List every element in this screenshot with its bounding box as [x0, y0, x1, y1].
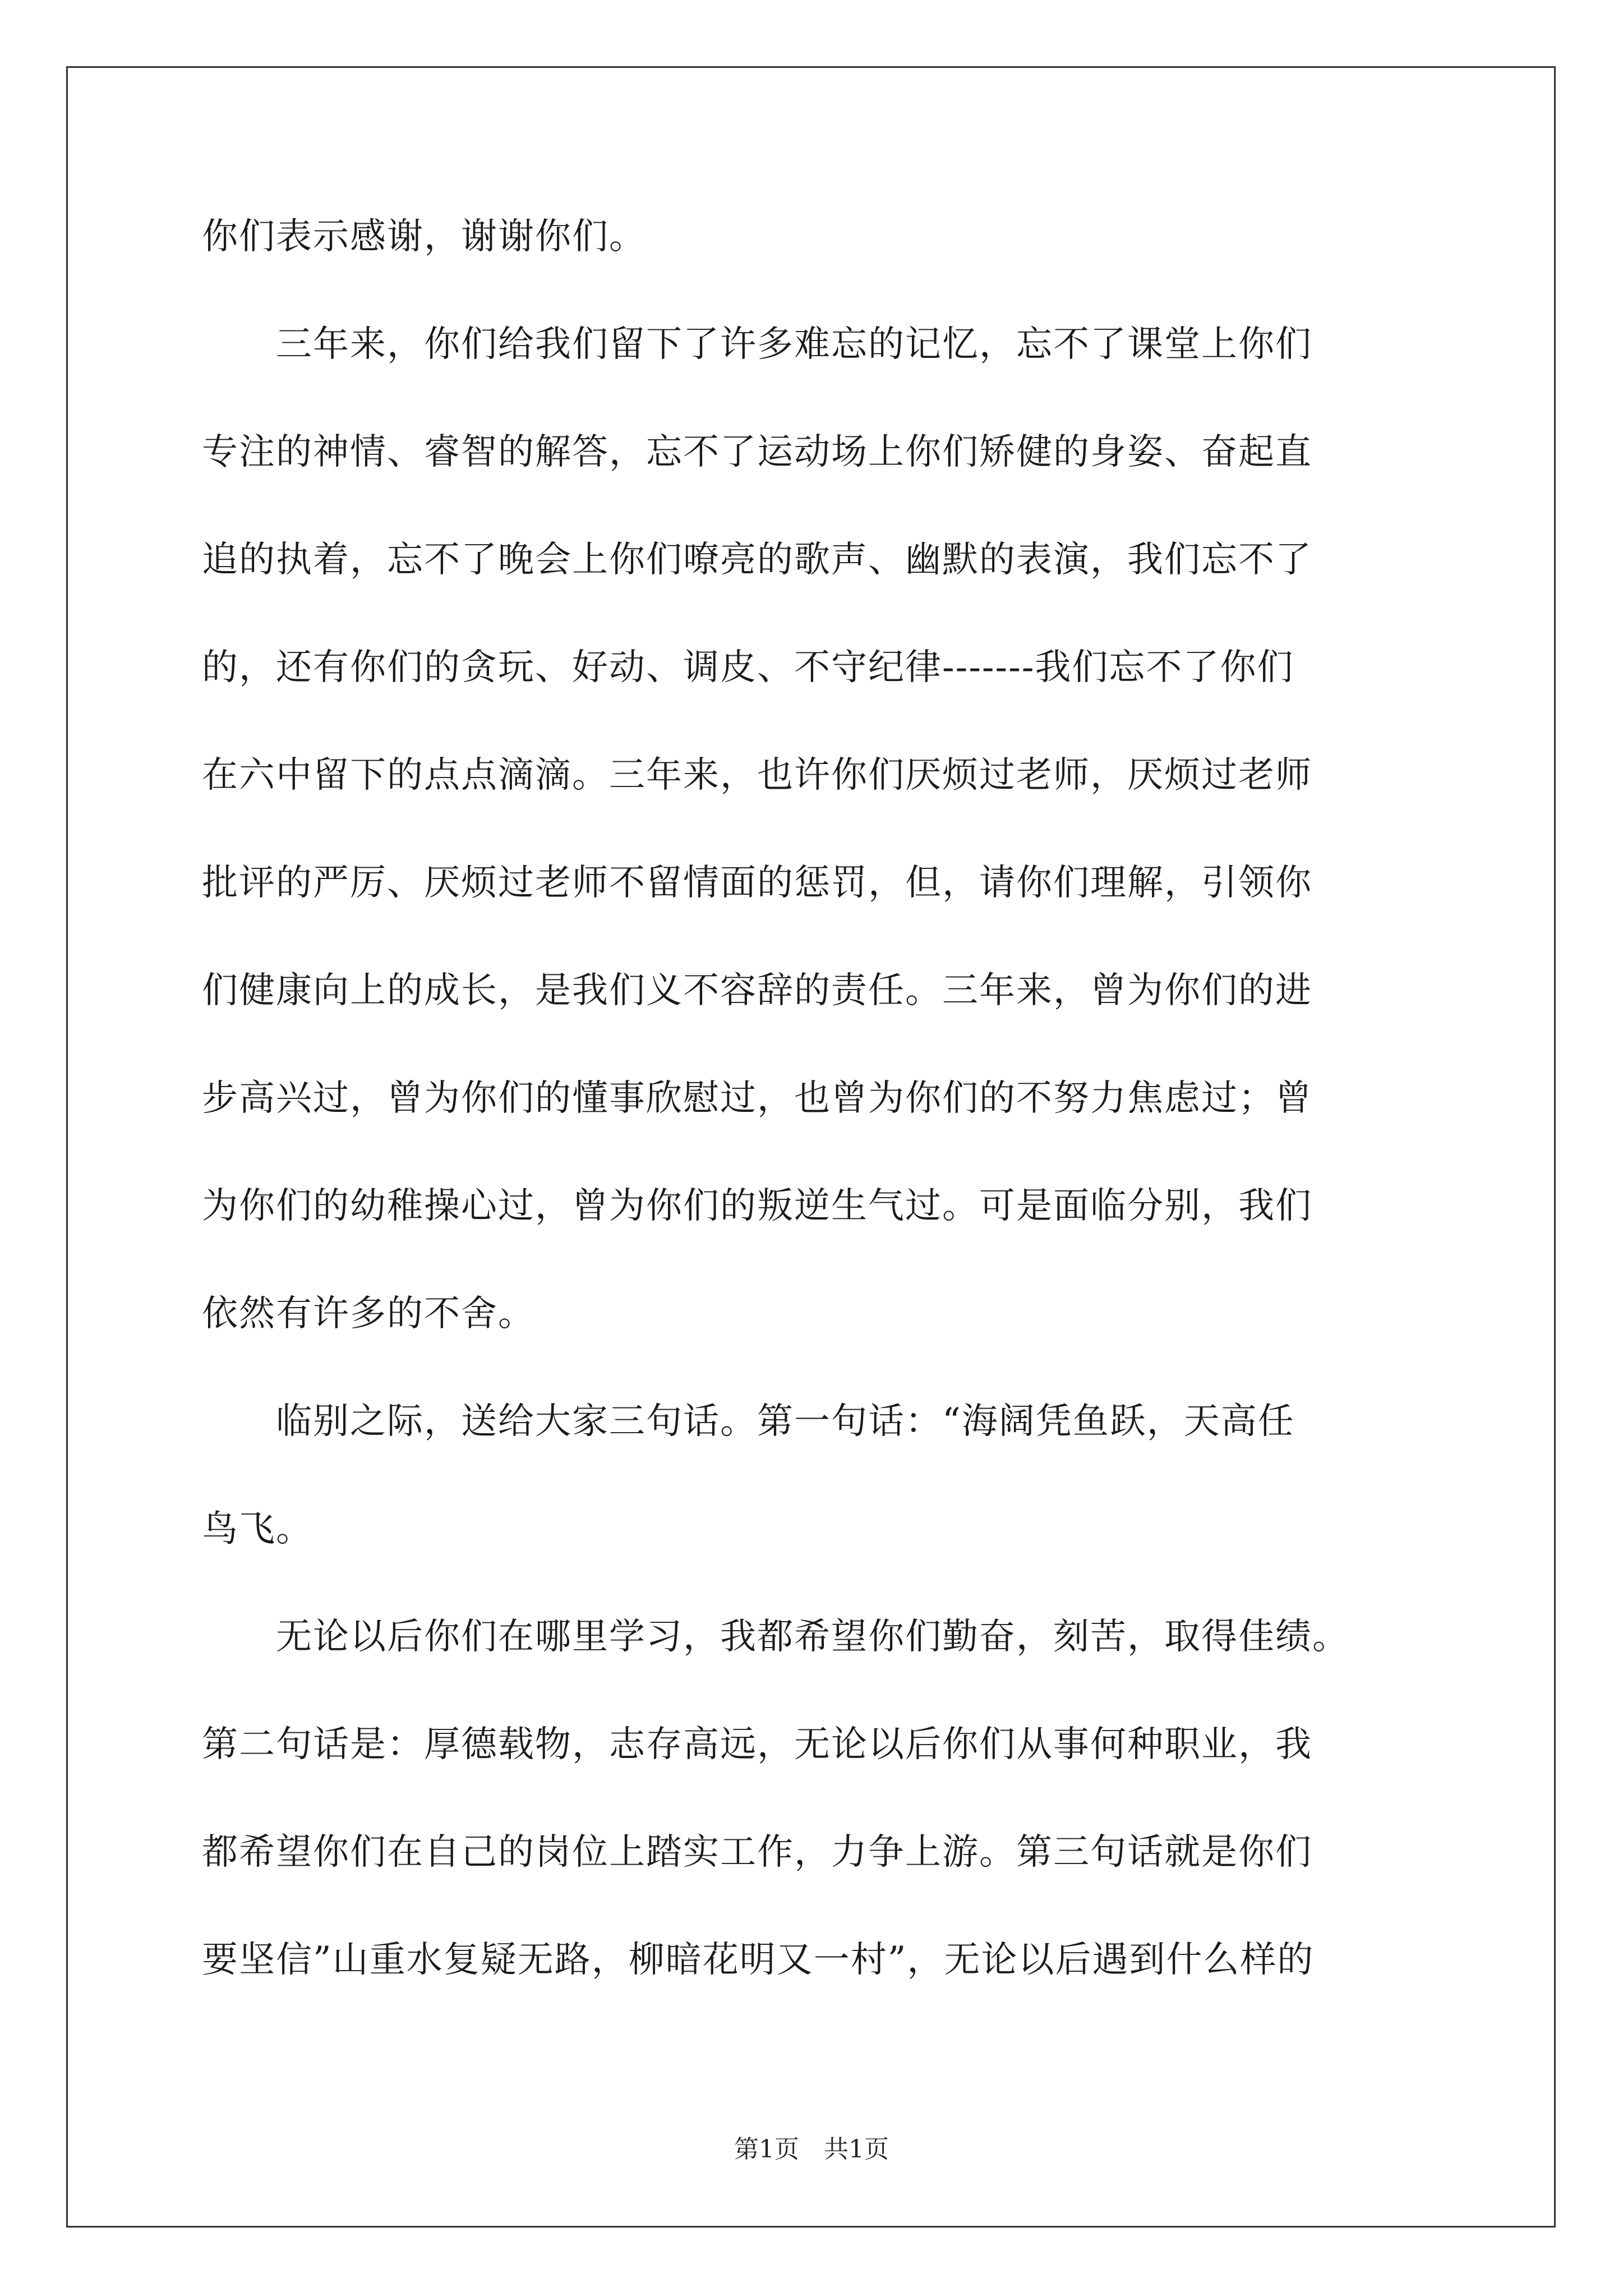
text-line: 追的执着，忘不了晚会上你们嘹亮的歌声、幽默的表演，我们忘不了: [202, 539, 1312, 581]
text-line: 三年来，你们给我们留下了许多难忘的记忆，忘不了课堂上你们: [202, 324, 1312, 365]
text-line: 在六中留下的点点滴滴。三年来，也许你们厌烦过老师，厌烦过老师: [202, 754, 1312, 796]
text-line: 步高兴过，曾为你们的懂事欣慰过，也曾为你们的不努力焦虑过；曾: [202, 1078, 1312, 1119]
text-line: 专注的神情、睿智的解答，忘不了运动场上你们矫健的身姿、奋起直: [202, 431, 1312, 473]
text-line: 无论以后你们在哪里学习，我都希望你们勤奋，刻苦，取得佳绩。: [202, 1616, 1349, 1658]
text-line: 要坚信”山重水复疑无路，柳暗花明又一村”，无论以后遇到什么样的: [202, 1939, 1315, 1981]
page-number-footer: 第1页 共1页: [734, 2135, 889, 2164]
text-line: 为你们的幼稚操心过，曾为你们的叛逆生气过。可是面临分别，我们: [202, 1185, 1312, 1227]
text-line: 临别之际，送给大家三句话。第一句话：“海阔凭鱼跃，天高任: [202, 1401, 1295, 1442]
text-line: 鸟飞。: [202, 1508, 313, 1550]
page-border: [66, 66, 1556, 2228]
text-line: 们健康向上的成长，是我们义不容辞的责任。三年来，曾为你们的进: [202, 970, 1312, 1011]
text-line: 的，还有你们的贪玩、好动、调皮、不守纪律-------我们忘不了你们: [202, 647, 1294, 688]
text-line: 你们表示感谢，谢谢你们。: [202, 216, 646, 257]
text-line: 第二句话是：厚德载物，志存高远，无论以后你们从事何种职业，我: [202, 1724, 1312, 1765]
text-line: 批评的严厉、厌烦过老师不留情面的惩罚，但，请你们理解，引领你: [202, 862, 1312, 904]
text-line: 都希望你们在自己的岗位上踏实工作，力争上游。第三句话就是你们: [202, 1832, 1312, 1873]
text-line: 依然有许多的不舍。: [202, 1293, 535, 1335]
